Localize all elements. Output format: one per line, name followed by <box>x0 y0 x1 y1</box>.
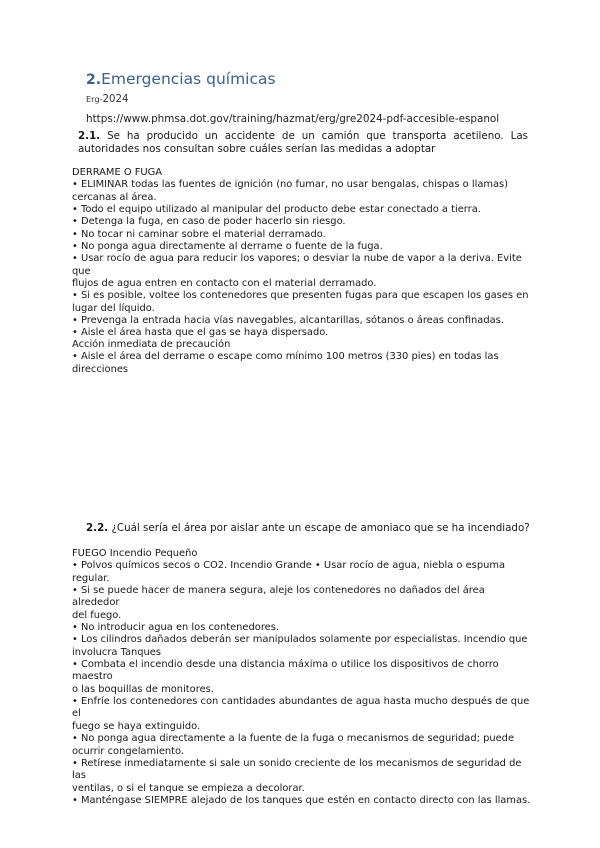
text-line: • No ponga agua directamente a la fuente de la fuga o mecanismos de seguridad; puede <box>72 733 515 745</box>
text-line: flujos de agua entren en contacto con el material derramado. <box>72 278 377 290</box>
text-line: • Manténgase SIEMPRE alejado de los tanques que estén en contacto directo con las llamas. <box>72 794 531 806</box>
precaution-section <box>72 339 534 376</box>
text-line: ventilas, o si el tanque se empieza a decolorar. <box>72 782 305 794</box>
text-line: DERRAME O FUGA <box>72 167 163 178</box>
source-url: https://www.phmsa.dot.gov/training/hazmat/erg/gre2024-pdf-accesible-espanol <box>86 113 500 125</box>
question-2-1 <box>78 130 528 156</box>
question-2-1-text: Se ha producido un accidente de un camión que transporta acetileno. Las autoridades nos consultan sobre cuáles serían las medidas a adoptar <box>78 130 528 155</box>
text-line: • No tocar ni caminar sobre el material derramado. <box>72 228 326 240</box>
text-line: FUEGO Incendio Pequeño <box>72 548 198 559</box>
text-line: • Si es posible, voltee los contenedores que presenten fugas para que escapen los gases en <box>72 290 529 302</box>
text-line: • Aisle el área hasta que el gas se haya dispersado. <box>72 327 329 339</box>
text-line: involucra Tanques <box>72 646 162 658</box>
text-line: direcciones <box>72 363 129 375</box>
erg-year: 2024 <box>102 94 129 105</box>
text-line: • Los cilindros dañados deberán ser manipulados solamente por especialistas. Incendio que <box>72 634 528 646</box>
fire-section <box>72 548 534 807</box>
text-line: cercanas al área. <box>72 191 157 203</box>
text-line: • Polvos químicos secos o CO2. Incendio Grande • Usar rocío de agua, niebla o espuma <box>72 560 506 572</box>
text-line: • Retírese inmediatamente si sale un sonido creciente de los mecanismos de seguridad de las <box>72 757 522 782</box>
question-2-1-number: 2.1. <box>78 130 101 142</box>
erg-label <box>86 94 128 105</box>
text-line: fuego se haya extinguido. <box>72 720 201 732</box>
text-line: regular. <box>72 572 110 584</box>
text-line: • Combata el incendio desde una distancia máxima o utilice los dispositivos de chorro maestro <box>72 659 499 683</box>
question-2-2-number: 2.2. <box>86 522 109 534</box>
section-title: Emergencias químicas <box>101 70 276 88</box>
section-number: 2. <box>86 72 102 88</box>
text-line: • Si se puede hacer de manera segura, aleje los contenedores no dañados del área alrededor <box>72 585 485 609</box>
text-line: ocurrir congelamiento. <box>72 745 185 757</box>
text-line: del fuego. <box>72 609 122 621</box>
text-line: • Aisle el área del derrame o escape como mínimo 100 metros (330 pies) en todas las <box>72 351 499 363</box>
text-line: • No ponga agua directamente al derrame o fuente de la fuga. <box>72 241 383 253</box>
question-2-2 <box>86 522 546 535</box>
text-line: lugar del líquido. <box>72 302 155 314</box>
erg-prefix: Erg- <box>86 94 103 104</box>
text-line: Acción inmediata de precaución <box>72 339 231 350</box>
text-line: • Detenga la fuga, en caso de poder hacerlo sin riesgo. <box>72 216 346 228</box>
text-line: • Todo el equipo utilizado al manipular del producto debe estar conectado a tierra. <box>72 204 481 216</box>
text-line: • Enfríe los contenedores con cantidades abundantes de agua hasta mucho después de que el <box>72 696 530 720</box>
spill-section <box>72 167 534 340</box>
text-line: • ELIMINAR todas las fuentes de ignición (no fumar, no usar bengalas, chispas o llamas) <box>72 179 509 191</box>
text-line: o las boquillas de monitores. <box>72 683 214 695</box>
section-heading <box>86 70 276 88</box>
question-2-2-text: ¿Cuál sería el área por aislar ante un escape de amoniaco que se ha incendiado? <box>111 522 530 534</box>
text-line: • No introducir agua en los contenedores. <box>72 622 280 634</box>
text-line: • Prevenga la entrada hacia vías navegables, alcantarillas, sótanos o áreas confinadas. <box>72 315 504 327</box>
text-line: • Usar rocío de agua para reducir los vapores; o desviar la nube de vapor a la deriva. Evite que <box>72 253 522 277</box>
